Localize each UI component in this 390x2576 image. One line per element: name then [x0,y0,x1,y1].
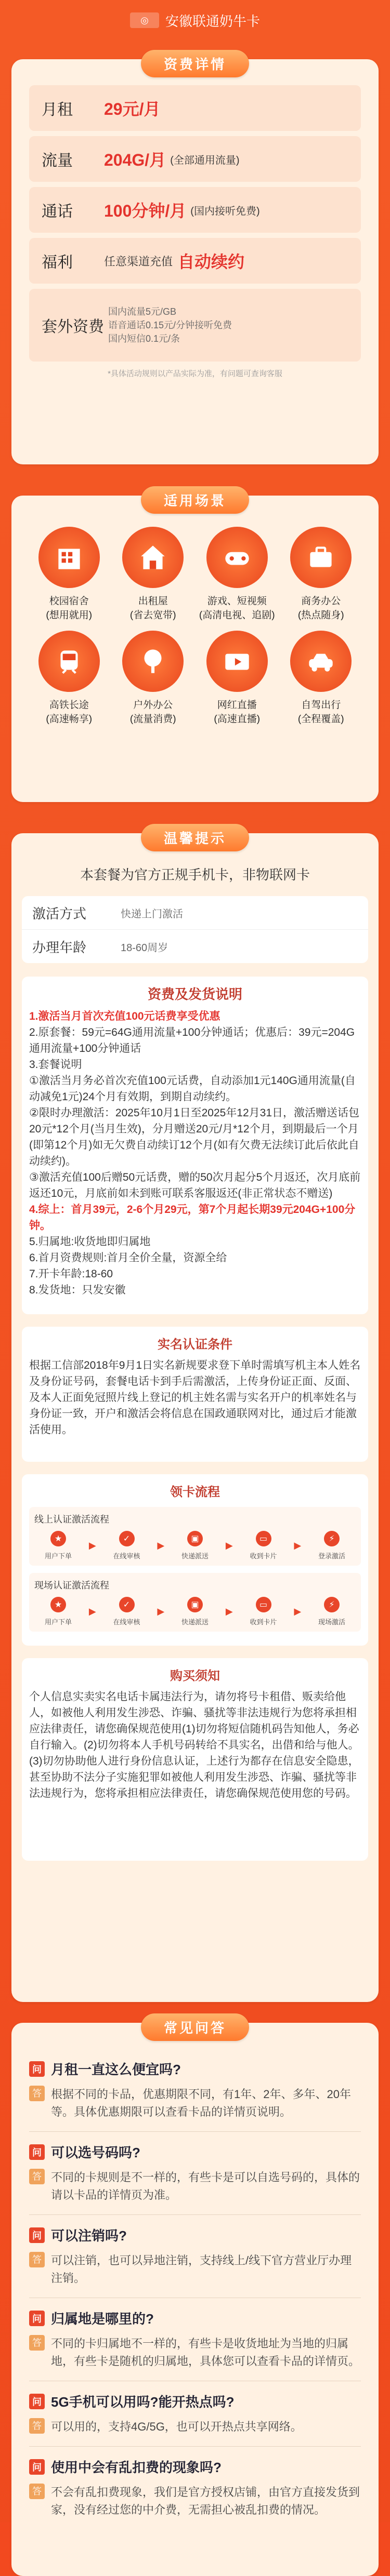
building-icon [38,527,100,588]
scene-sublabel: (省去宽带) [129,610,176,621]
faq-question [29,2142,361,2161]
realname-text: 根据工信部2018年9月1日实名新规要求登下单时需填写机主本人姓名及身份证号码，套餐电话卡到手后需激活，上传身份证正面、反面、及本人正面免冠照片线上登记的机主姓名需与实名开户的机率姓名与身份证一致，开户和激活会将信息在国政通联网对比，通过后才能激活使用。 [29,1359,361,1436]
faq-question [29,2059,361,2078]
scene-label: 商务办公 [301,596,341,607]
question-icon: 问 [29,2227,45,2243]
answer-icon: 答 [29,2086,45,2101]
faq-answer-text: 可以注销，也可以异地注销，支持线上/线下官方营业厅办理注销。 [51,2254,352,2285]
faq-question [29,2457,361,2476]
arrow-icon: ▶ [88,1540,96,1551]
faq-item [23,2392,367,2436]
faq-question [29,2308,361,2328]
train-icon [38,631,100,692]
detail-line: 8.发货地：只发安徽 [29,1284,126,1296]
step-item [106,1531,148,1560]
arrow-icon: ▶ [88,1606,96,1617]
gamepad-icon [206,527,268,588]
notice-title: 购买须知 [170,1669,220,1683]
detail-line: 4.综上：首月39元，2-6个月29元，第7个月起长期39元204G+100分钟。 [29,1204,356,1232]
fee-row-overage [29,289,361,362]
activate-row [22,896,368,930]
step-label: 在线审核 [113,1618,140,1626]
onsite-steps [34,1597,356,1626]
step-label: 用户下单 [44,1552,72,1560]
tips-basic-card [22,896,368,963]
step-item [243,1597,284,1626]
question-icon: 问 [29,2394,45,2409]
step-item [37,1597,79,1626]
fee-note: *具体活动规则以产品实际为准，有问题可查询客服 [108,369,282,378]
online-flow-title: 线上认证激活流程 [34,1514,109,1525]
faq-question-text: 归属地是哪里的? [51,2311,154,2327]
activate-icon: ⚡ [324,1597,340,1612]
step-label: 登录激活 [318,1552,345,1560]
scene-sublabel: (高速畅享) [46,714,93,725]
activate-key: 激活方式 [32,905,87,922]
card-icon: ▭ [256,1531,271,1546]
realname-title: 实名认证条件 [158,1338,232,1352]
arrow-icon: ▶ [225,1606,233,1617]
step-item [37,1531,79,1560]
scene-label: 游戏、短视频 [207,596,267,607]
step-label: 收到卡片 [250,1552,277,1560]
onsite-flow [29,1573,361,1632]
faq-question-text: 使用中会有乱扣费的现象吗? [51,2460,222,2475]
arrow-icon: ▶ [157,1540,165,1551]
fee-section [11,59,379,464]
faq-title: 常见问答 [141,2013,249,2041]
faq-answer-text: 不会有乱扣费现象，我们是官方授权店铺，由官方直接发货到家，没有经过您的中介费，无需担心被乱扣费的情况。 [51,2486,360,2516]
top-bar [0,0,390,41]
card-icon: ▭ [256,1597,271,1612]
answer-icon: 答 [29,2484,45,2499]
faq-question-text: 月租一直这么便宜吗? [51,2062,181,2077]
fee-title: 资费详情 [141,50,249,77]
faq-question-text: 可以选号码吗? [51,2145,140,2160]
review-icon: ✓ [119,1531,135,1546]
scenes-grid [27,527,363,725]
onsite-flow-title: 现场认证激活流程 [34,1580,109,1591]
flow-title: 领卡流程 [170,1485,220,1499]
step-label: 收到卡片 [250,1618,277,1626]
scene-item [27,631,111,725]
faq-answer [29,2335,361,2370]
faq-question-text: 5G手机可以用吗?能开热点吗? [51,2394,235,2410]
tips-title: 温馨提示 [141,824,249,851]
tv-icon [206,631,268,692]
scene-item [279,631,363,725]
scene-item [195,631,279,725]
detail-line: 7.开卡年龄:18-60 [29,1268,113,1280]
fee-row-note: 国内流量5元/GB 语音通话0.15元/分钟接听免费 国内短信0.1元/条 [108,306,232,344]
age-key: 办理年龄 [32,939,87,955]
faq-answer-text: 不同的卡规则是不一样的，有些卡是可以自选号码的，具体的请以卡品的详情页为准。 [51,2171,360,2201]
answer-icon: 答 [29,2418,45,2434]
divider [29,2131,361,2132]
detail-line: 6.首月资费规则:首月全价全量，资源全给 [29,1252,227,1264]
fee-row-key: 套外资费 [42,318,104,336]
fee-row-data [29,136,361,182]
unicom-logo: ◎ [130,12,159,28]
fee-row-benefit [29,238,361,284]
age-value: 18-60周岁 [121,942,168,954]
age-row [22,930,368,963]
tips-lead: 本套餐为官方正规手机卡，非物联网卡 [80,867,310,883]
step-label: 快递派送 [181,1618,209,1626]
faq-answer-text: 根据不同的卡品，优惠期限不同，有1年、2年、多年、20年等。具体优惠期限可以查看卡品的详情页说明。 [51,2088,351,2118]
faq-list [23,2059,367,2519]
faq-item [23,2142,367,2204]
app-title: 安徽联通奶牛卡 [165,13,260,29]
arrow-icon: ▶ [225,1540,233,1551]
detail-line: ②限时办理激活：2025年10月1日至2025年12月31日，激活赠送话包20元*12个月(当月生效)，分月赠送20元/月*12个月，到期最后一个月(即第12个月)如无欠费自动续订12个月(如有欠费无法续订此后依此自动续约)。 [29,1107,360,1167]
scenes-title: 适用场景 [141,486,249,514]
question-icon: 问 [29,2144,45,2160]
scene-item [111,631,196,725]
scene-label: 高铁长途 [49,700,89,711]
step-label: 在线审核 [113,1552,140,1560]
faq-answer [29,2086,361,2121]
scene-sublabel: (热点随身) [297,610,344,621]
scene-item [279,527,363,621]
arrow-icon: ▶ [294,1540,302,1551]
detail-line: 5.归属地:收货地即归属地 [29,1236,151,1248]
scene-item [111,527,196,621]
fee-row-note: 任意渠道充值 [104,255,173,268]
house-icon [122,527,184,588]
arrow-icon: ▶ [294,1606,302,1617]
realname-card [22,1327,368,1462]
online-flow [29,1507,361,1566]
scene-item [195,527,279,621]
fee-row-call [29,187,361,233]
scene-label: 出租屋 [138,596,168,607]
detail-line: ③激活充值100后赠50元话费，赠的50次月起分5个月返还，次月底前返还10元，月底前如未到账可联系客服返还(非正常状态不赠送) [29,1171,361,1199]
step-item [174,1597,216,1626]
fee-row-key: 福利 [42,254,73,271]
fee-row-rent [29,85,361,131]
truck-icon: ▣ [187,1597,203,1612]
fee-row-value: 29元/月 [104,100,161,118]
activate-value: 快递上门激活 [121,908,183,920]
step-item [243,1531,284,1560]
scene-label: 校园宿舍 [49,596,89,607]
notice-text: 个人信息实卖实名电话卡属违法行为，请勿将号卡租借、贩卖给他人，如被他人利用发生涉恐、诈骗、骚扰等非法违规行为您将承担相应法律责任，请您确保规范使用(1)切勿将短信随机码告知他人，务必自行输入。(2)切勿将本人手机号码转给不具实名，出借和给与他人。(3)切勿协助他人进行身份信息认证，上述行为都存在信息安全隐患，甚至协助不法分子实施犯罪如被他人利用发生涉恐、诈骗、骚扰等非法违规行为，您将承担相应法律责任，请您确保规范使用您的号码。 [29,1691,359,1799]
scene-sublabel: (流量消费) [129,714,176,725]
scene-item [27,527,111,621]
scene-sublabel: (高清电视、追剧) [199,610,275,621]
fee-row-key: 通话 [42,203,73,220]
divider [29,2446,361,2447]
fee-row-note: (国内接听免费) [190,205,260,217]
notice-card [22,1658,368,1861]
activate-icon: ⚡ [324,1531,340,1546]
scene-sublabel: (高速直播) [214,714,261,725]
cart-icon: ★ [50,1531,66,1546]
scenes-section [11,493,379,802]
scene-label: 网红直播 [217,700,257,711]
cart-icon: ★ [50,1597,66,1612]
step-item [174,1531,216,1560]
faq-item [23,2225,367,2287]
scene-sublabel: (全程覆盖) [297,714,344,725]
faq-answer-text: 不同的卡归属地不一样的，有些卡是收货地址为当地的归属地，有些卡是随机的归属地，具体您可以查看卡品的详情页。 [51,2337,360,2368]
question-icon: 问 [29,2311,45,2326]
step-item [311,1597,353,1626]
detail-line: ①激活当月务必首次充值100元话费，自动添加1元140G通用流量(自动减免1元)24个月有效期，到期自动续约。 [29,1075,356,1103]
answer-icon: 答 [29,2335,45,2351]
faq-item [23,2457,367,2519]
step-item [106,1597,148,1626]
faq-item [23,2308,367,2370]
fee-row-key: 月租 [42,101,73,118]
arrow-icon: ▶ [157,1606,165,1617]
tree-icon [122,631,184,692]
step-label: 用户下单 [44,1618,72,1626]
divider [29,2214,361,2215]
detail-title: 资费及发货说明 [147,986,242,1002]
scene-sublabel: (想用就用) [46,610,93,621]
faq-answer-text: 可以用的，支持4G/5G，也可以开热点共享网络。 [51,2420,302,2433]
briefcase-icon [290,527,352,588]
scene-label: 自驾出行 [301,700,341,711]
answer-icon: 答 [29,2169,45,2184]
step-label: 现场激活 [318,1618,345,1626]
question-icon: 问 [29,2061,45,2077]
flow-card [22,1474,368,1646]
online-steps [34,1531,356,1560]
car-icon [290,631,352,692]
faq-answer [29,2252,361,2287]
tips-section [11,833,379,2002]
faq-answer [29,2169,361,2204]
faq-answer [29,2484,361,2519]
step-label: 快递派送 [181,1552,209,1560]
question-icon: 问 [29,2459,45,2475]
step-item [311,1531,353,1560]
detail-line: 2.原套餐：59元=64G通用流量+100分钟通话；优惠后：39元=204G通用流量+100分钟通话 [29,1026,355,1055]
detail-line: 3.套餐说明 [29,1059,82,1071]
fee-row-note: (全部通用流量) [170,154,240,166]
faq-item [23,2059,367,2121]
fee-row-value: 自动续约 [178,252,245,271]
faq-question [29,2225,361,2245]
faq-section [11,2020,379,2576]
fee-row-key: 流量 [42,152,73,169]
faq-answer [29,2418,361,2436]
faq-question-text: 可以注销吗? [51,2228,127,2244]
scene-label: 户外办公 [133,700,173,711]
truck-icon: ▣ [187,1531,203,1546]
detail-card [22,977,368,1314]
faq-question [29,2392,361,2411]
review-icon: ✓ [119,1597,135,1612]
fee-row-value: 204G/月 [104,151,166,169]
detail-line: 1.激活当月首次充值100元话费享受优惠 [29,1010,220,1022]
fee-row-value: 100分钟/月 [104,202,187,220]
answer-icon: 答 [29,2252,45,2267]
